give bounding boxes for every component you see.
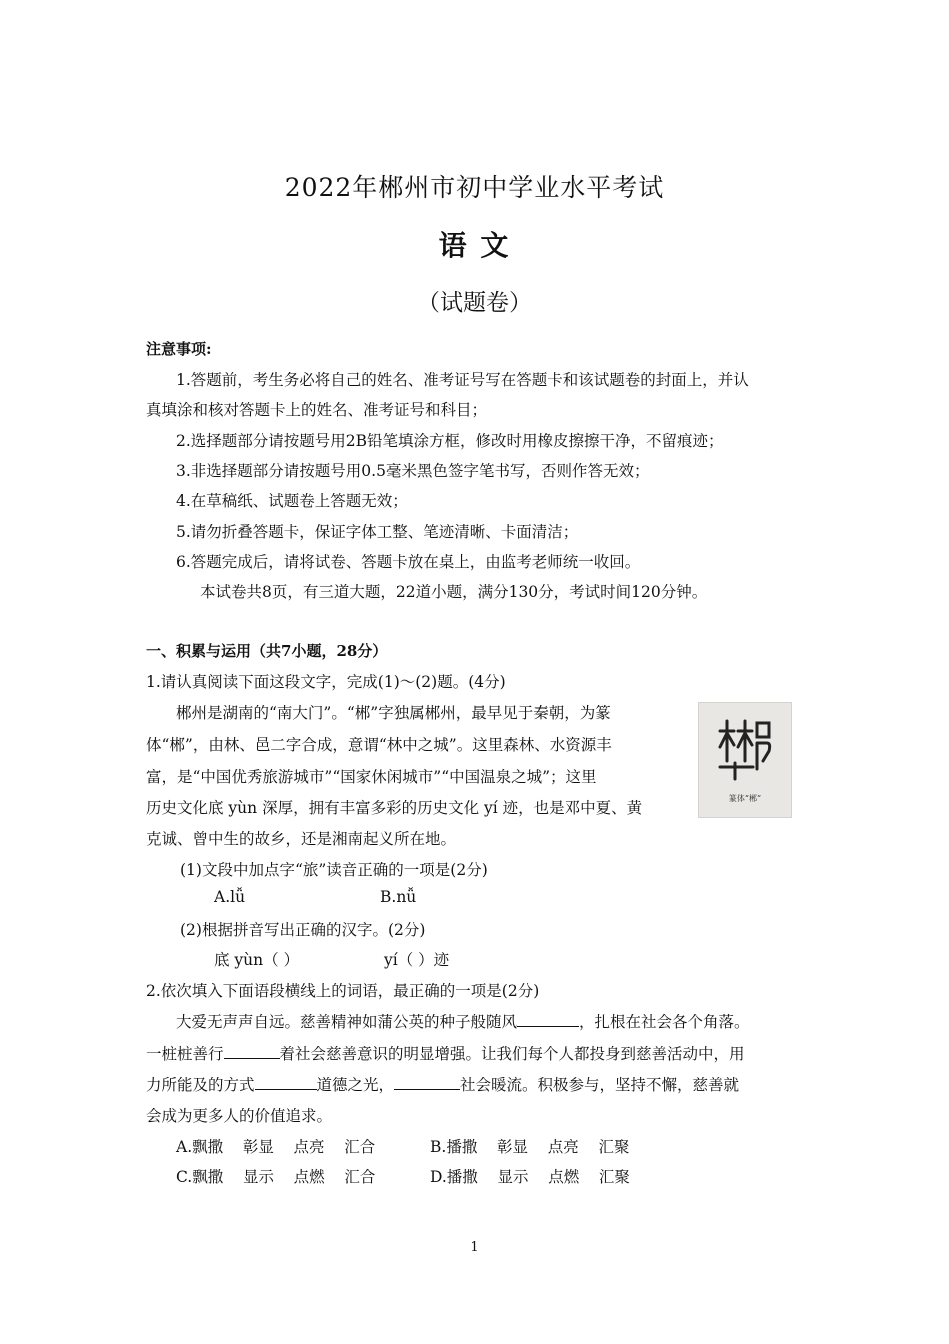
section-1-heading: 一、积累与运用（共7小题，28分） <box>146 642 388 660</box>
note-item-4: 4.在草稿纸、试题卷上答题无效； <box>176 492 408 510</box>
page-number: 1 <box>470 1240 479 1255</box>
q2-text: 着社会慈善意识的明显增强。让我们每个人都投身到慈善活动中，用 <box>279 1045 745 1063</box>
q2-option-d: D.播撒 显示 点燃 汇聚 <box>430 1168 630 1186</box>
q2-stem: 2.依次填入下面语段横线上的词语，最正确的一项是(2分) <box>146 982 540 1000</box>
seal-glyph-icon <box>717 717 773 783</box>
q2-text: 力所能及的方式 <box>146 1076 255 1094</box>
paper-type: （试题卷） <box>417 290 532 316</box>
q1-sub1-option-b: B.nǚ <box>380 888 417 906</box>
q2-answer-blank-1[interactable] <box>517 1012 579 1027</box>
q2-text: 社会暖流。积极参与，坚持不懈，慈善就 <box>460 1076 740 1094</box>
q2-option-a: A.飘撒 彰显 点亮 汇合 <box>176 1138 376 1156</box>
q1-sub1-option-a: A.lǚ <box>214 888 246 906</box>
q1-sub2: (2)根据拼音写出正确的汉字。(2分) <box>180 921 426 939</box>
q2-answer-blank-2[interactable] <box>224 1044 280 1059</box>
q1-passage-line-2: 体“郴”，由林、邑二字合成，意谓“林中之城”。这里森林、水资源丰 <box>146 736 612 754</box>
q1-passage-line-1: 郴州是湖南的“南大门”。“郴”字独属郴州，最早见于秦朝，为篆 <box>176 704 611 722</box>
exam-title: 2022年郴州市初中学业水平考试 <box>284 173 665 202</box>
note-item-1-line-1: 1.答题前，考生务必将自己的姓名、准考证号写在答题卡和该试题卷的封面上，并认 <box>176 371 749 389</box>
q1-passage-line-3: 富，是“中国优秀旅游城市”“国家休闲城市”“中国温泉之城”；这里 <box>146 768 597 786</box>
q2-text: 一桩桩善行 <box>146 1045 224 1063</box>
q2-answer-blank-4[interactable] <box>394 1075 460 1090</box>
note-item-1-line-2: 真填涂和核对答题卡上的姓名、准考证号和科目； <box>146 401 488 419</box>
q2-option-c: C.飘撒 显示 点燃 汇合 <box>176 1168 376 1186</box>
seal-caption: 篆体“郴” <box>728 794 762 803</box>
subject-title: 语 文 <box>438 229 511 262</box>
q1-stem: 1.请认真阅读下面这段文字，完成(1)～(2)题。(4分) <box>146 673 506 691</box>
q2-text: 道德之光， <box>316 1076 395 1094</box>
note-item-6: 6.答题完成后，请将试卷、答题卡放在桌上，由监考老师统一收回。 <box>176 553 641 571</box>
exam-summary: 本试卷共8页，有三道大题，22道小题，满分130分，考试时间120分钟。 <box>200 583 708 601</box>
note-item-3: 3.非选择题部分请按题号用0.5毫米黑色签字笔书写，否则作答无效； <box>176 462 650 480</box>
q1-passage-line-4: 历史文化底 yùn 深厚，拥有丰富多彩的历史文化 yí 迹，也是邓中夏、黄 <box>146 799 643 817</box>
q2-passage-line-1 <box>176 1010 750 1032</box>
q2-passage-line-4: 会成为更多人的价值追求。 <box>146 1107 333 1125</box>
q1-sub2-blank-a: 底 yùn（ ） <box>214 951 300 969</box>
q2-option-b: B.播撒 彰显 点亮 汇聚 <box>430 1138 630 1156</box>
q1-sub2-blank-b: yí（ ）迹 <box>384 951 450 969</box>
q2-passage-line-2 <box>146 1042 745 1064</box>
notes-heading: 注意事项: <box>146 340 212 358</box>
note-item-2: 2.选择题部分请按题号用2B铅笔填涂方框，修改时用橡皮擦擦干净，不留痕迹； <box>176 432 724 450</box>
q1-passage-line-5: 克诚、曾中生的故乡，还是湘南起义所在地。 <box>146 830 457 848</box>
q2-text: 大爱无声声自远。慈善精神如蒲公英的种子般随风 <box>176 1013 518 1031</box>
q2-answer-blank-3[interactable] <box>255 1075 317 1090</box>
q2-passage-line-3 <box>146 1073 739 1095</box>
q1-sub1: (1)文段中加点字“旅”读音正确的一项是(2分) <box>180 861 488 879</box>
q2-text: ，扎根在社会各个角落。 <box>579 1013 750 1031</box>
seal-script-image <box>698 702 792 818</box>
note-item-5: 5.请勿折叠答题卡，保证字体工整、笔迹清晰、卡面清洁； <box>176 523 579 541</box>
